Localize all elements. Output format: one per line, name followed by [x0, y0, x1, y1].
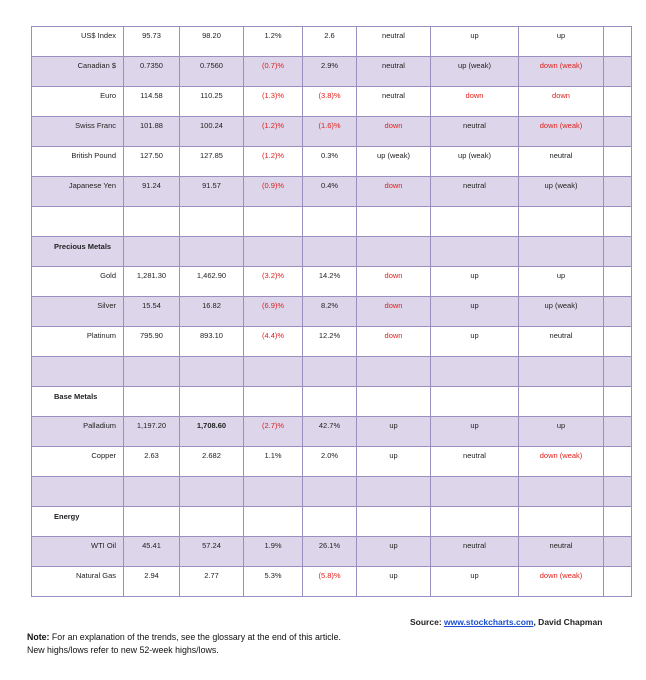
table-cell-empty	[604, 87, 632, 117]
table-row	[32, 87, 632, 117]
table-cell: neutral	[519, 327, 604, 357]
row-label: British Pound	[32, 147, 124, 177]
table-cell: 2.94	[124, 567, 180, 597]
table-cell: (5.8)%	[303, 567, 357, 597]
row-label	[32, 207, 124, 237]
table-cell: 1.2%	[244, 27, 303, 57]
table-cell: down	[357, 297, 431, 327]
table-cell: 1,462.90	[180, 267, 244, 297]
table-row	[32, 57, 632, 87]
table-cell	[357, 387, 431, 417]
row-label: Swiss Franc	[32, 117, 124, 147]
table-cell-empty	[604, 507, 632, 537]
section-row	[32, 237, 632, 267]
table-cell: 1,281.30	[124, 267, 180, 297]
row-label: Euro	[32, 87, 124, 117]
table-cell	[124, 237, 180, 267]
table-cell: 2.77	[180, 567, 244, 597]
spacer-row	[32, 477, 632, 507]
table-cell: 16.82	[180, 297, 244, 327]
table-cell: down	[357, 267, 431, 297]
table-cell: neutral	[519, 537, 604, 567]
note-text: Note: For an explanation of the trends, see the glossary at the end of this article. New highs/lows refer to new 52-week highs/lows.	[27, 632, 341, 655]
table-cell	[244, 207, 303, 237]
table-cell: 1.1%	[244, 447, 303, 477]
table-cell: 101.88	[124, 117, 180, 147]
table-cell: neutral	[357, 27, 431, 57]
table-cell: neutral	[431, 117, 519, 147]
table-cell: up	[431, 297, 519, 327]
table-cell: up	[519, 417, 604, 447]
table-cell	[357, 207, 431, 237]
table-cell-empty	[604, 237, 632, 267]
table-cell: neutral	[431, 447, 519, 477]
table-cell: 8.2%	[303, 297, 357, 327]
table-cell: 14.2%	[303, 267, 357, 297]
table-cell	[244, 507, 303, 537]
table-cell	[431, 207, 519, 237]
source-link[interactable]: www.stockcharts.com	[444, 617, 534, 627]
table-cell: up	[431, 567, 519, 597]
table-cell	[244, 477, 303, 507]
row-label: Silver	[32, 297, 124, 327]
source-credit: Source: www.stockcharts.com, David Chapman	[410, 617, 603, 627]
row-label: Japanese Yen	[32, 177, 124, 207]
table-cell	[431, 477, 519, 507]
table-cell	[303, 207, 357, 237]
table-row	[32, 177, 632, 207]
table-cell	[244, 387, 303, 417]
table-cell: 26.1%	[303, 537, 357, 567]
table-cell	[124, 207, 180, 237]
table-cell: 127.50	[124, 147, 180, 177]
section-label: Precious Metals	[32, 237, 124, 267]
table-cell-empty	[604, 177, 632, 207]
table-cell: (3.8)%	[303, 87, 357, 117]
table-cell: 114.58	[124, 87, 180, 117]
table-cell	[431, 237, 519, 267]
table-cell: 45.41	[124, 537, 180, 567]
table-cell: 0.4%	[303, 177, 357, 207]
table-cell	[519, 387, 604, 417]
table-cell: (1.6)%	[303, 117, 357, 147]
table-cell	[519, 507, 604, 537]
table-cell: 57.24	[180, 537, 244, 567]
table-cell: (1.2)%	[244, 147, 303, 177]
table-cell: 0.7350	[124, 57, 180, 87]
table-cell	[431, 507, 519, 537]
table-cell: down (weak)	[519, 567, 604, 597]
table-cell: (2.7)%	[244, 417, 303, 447]
table-row	[32, 297, 632, 327]
table-cell: 5.3%	[244, 567, 303, 597]
table-row	[32, 567, 632, 597]
table-cell-empty	[604, 537, 632, 567]
table-cell: 127.85	[180, 147, 244, 177]
spacer-row	[32, 207, 632, 237]
table-cell-empty	[604, 387, 632, 417]
table-cell-empty	[604, 447, 632, 477]
table-cell: neutral	[431, 537, 519, 567]
table-cell: down	[357, 177, 431, 207]
table-cell: up	[431, 27, 519, 57]
table-cell: 1,708.60	[180, 417, 244, 447]
table-row	[32, 27, 632, 57]
table-cell: down	[519, 87, 604, 117]
table-cell: neutral	[357, 57, 431, 87]
section-row	[32, 387, 632, 417]
row-label: Canadian $	[32, 57, 124, 87]
table-cell: 2.9%	[303, 57, 357, 87]
table-cell: 2.63	[124, 447, 180, 477]
table-cell: up (weak)	[357, 147, 431, 177]
table-cell: (1.2)%	[244, 117, 303, 147]
row-label: Natural Gas	[32, 567, 124, 597]
table-cell: 98.20	[180, 27, 244, 57]
table-cell: 42.7%	[303, 417, 357, 447]
table-row	[32, 147, 632, 177]
table-cell-empty	[604, 417, 632, 447]
table-cell: up (weak)	[519, 297, 604, 327]
table-cell: up (weak)	[431, 147, 519, 177]
row-label	[32, 357, 124, 387]
table-cell: 15.54	[124, 297, 180, 327]
table-row	[32, 267, 632, 297]
table-row	[32, 417, 632, 447]
table-cell	[303, 507, 357, 537]
table-cell: down (weak)	[519, 57, 604, 87]
table-cell	[180, 237, 244, 267]
table-cell	[357, 477, 431, 507]
table-cell: (0.7)%	[244, 57, 303, 87]
row-label: Gold	[32, 267, 124, 297]
table-cell: up	[431, 417, 519, 447]
table-cell	[180, 387, 244, 417]
table-row	[32, 117, 632, 147]
table-cell	[180, 357, 244, 387]
table-cell: (6.9)%	[244, 297, 303, 327]
table-cell	[357, 507, 431, 537]
table-cell: 2.0%	[303, 447, 357, 477]
table-cell: up	[519, 267, 604, 297]
table-cell: neutral	[431, 177, 519, 207]
table-cell-empty	[604, 147, 632, 177]
table-cell: 893.10	[180, 327, 244, 357]
table-cell: 1.9%	[244, 537, 303, 567]
row-label: Platinum	[32, 327, 124, 357]
table-cell: up	[431, 327, 519, 357]
table-cell-empty	[604, 57, 632, 87]
table-cell: up	[357, 417, 431, 447]
table-cell	[180, 507, 244, 537]
table-cell: 100.24	[180, 117, 244, 147]
section-label: Base Metals	[32, 387, 124, 417]
table-cell: up	[519, 27, 604, 57]
table-cell: up	[357, 537, 431, 567]
row-label: WTI Oil	[32, 537, 124, 567]
table-cell: (0.9)%	[244, 177, 303, 207]
table-cell: 110.25	[180, 87, 244, 117]
table-cell	[519, 207, 604, 237]
table-cell	[124, 477, 180, 507]
table-cell	[357, 357, 431, 387]
table-cell	[303, 357, 357, 387]
table-row	[32, 447, 632, 477]
table-cell	[519, 237, 604, 267]
table-cell	[357, 237, 431, 267]
table-cell: 95.73	[124, 27, 180, 57]
table-cell: 2.682	[180, 447, 244, 477]
table-cell: (3.2)%	[244, 267, 303, 297]
table-cell: (4.4)%	[244, 327, 303, 357]
table-cell: 1,197.20	[124, 417, 180, 447]
table-cell: down	[431, 87, 519, 117]
table-cell: down	[357, 327, 431, 357]
section-label: Energy	[32, 507, 124, 537]
table-cell	[124, 387, 180, 417]
table-cell-empty	[604, 297, 632, 327]
table-cell	[303, 387, 357, 417]
table-cell: 91.24	[124, 177, 180, 207]
table-cell-empty	[604, 477, 632, 507]
table-cell: (1.3)%	[244, 87, 303, 117]
table-cell-empty	[604, 267, 632, 297]
table-row	[32, 537, 632, 567]
table-row	[32, 327, 632, 357]
table-cell: 91.57	[180, 177, 244, 207]
note-label: Note:	[27, 632, 50, 642]
table-cell: 0.7560	[180, 57, 244, 87]
table-cell: neutral	[357, 87, 431, 117]
table-cell	[303, 237, 357, 267]
table-cell-empty	[604, 27, 632, 57]
table-cell	[180, 477, 244, 507]
table-cell: 2.6	[303, 27, 357, 57]
table-cell: down (weak)	[519, 447, 604, 477]
table-cell	[519, 357, 604, 387]
row-label: Palladium	[32, 417, 124, 447]
table-cell: 795.90	[124, 327, 180, 357]
table-cell: up (weak)	[519, 177, 604, 207]
table-cell-empty	[604, 117, 632, 147]
row-label: US$ Index	[32, 27, 124, 57]
section-row	[32, 507, 632, 537]
table-cell: up	[357, 447, 431, 477]
table-cell-empty	[604, 567, 632, 597]
table-cell: down	[357, 117, 431, 147]
row-label	[32, 477, 124, 507]
table-cell: neutral	[519, 147, 604, 177]
table-cell	[519, 477, 604, 507]
table-cell	[431, 387, 519, 417]
market-trends-table	[31, 26, 632, 597]
table-cell	[124, 507, 180, 537]
table-cell	[244, 237, 303, 267]
table-cell: up	[431, 267, 519, 297]
table-cell	[124, 357, 180, 387]
table-cell	[431, 357, 519, 387]
spacer-row	[32, 357, 632, 387]
table-cell-empty	[604, 207, 632, 237]
table-cell: down (weak)	[519, 117, 604, 147]
table-cell: up (weak)	[431, 57, 519, 87]
table-cell: up	[357, 567, 431, 597]
table-cell-empty	[604, 327, 632, 357]
table-cell: 12.2%	[303, 327, 357, 357]
table-cell	[303, 477, 357, 507]
table-cell-empty	[604, 357, 632, 387]
table-cell	[180, 207, 244, 237]
table-cell: 0.3%	[303, 147, 357, 177]
row-label: Copper	[32, 447, 124, 477]
table-cell	[244, 357, 303, 387]
